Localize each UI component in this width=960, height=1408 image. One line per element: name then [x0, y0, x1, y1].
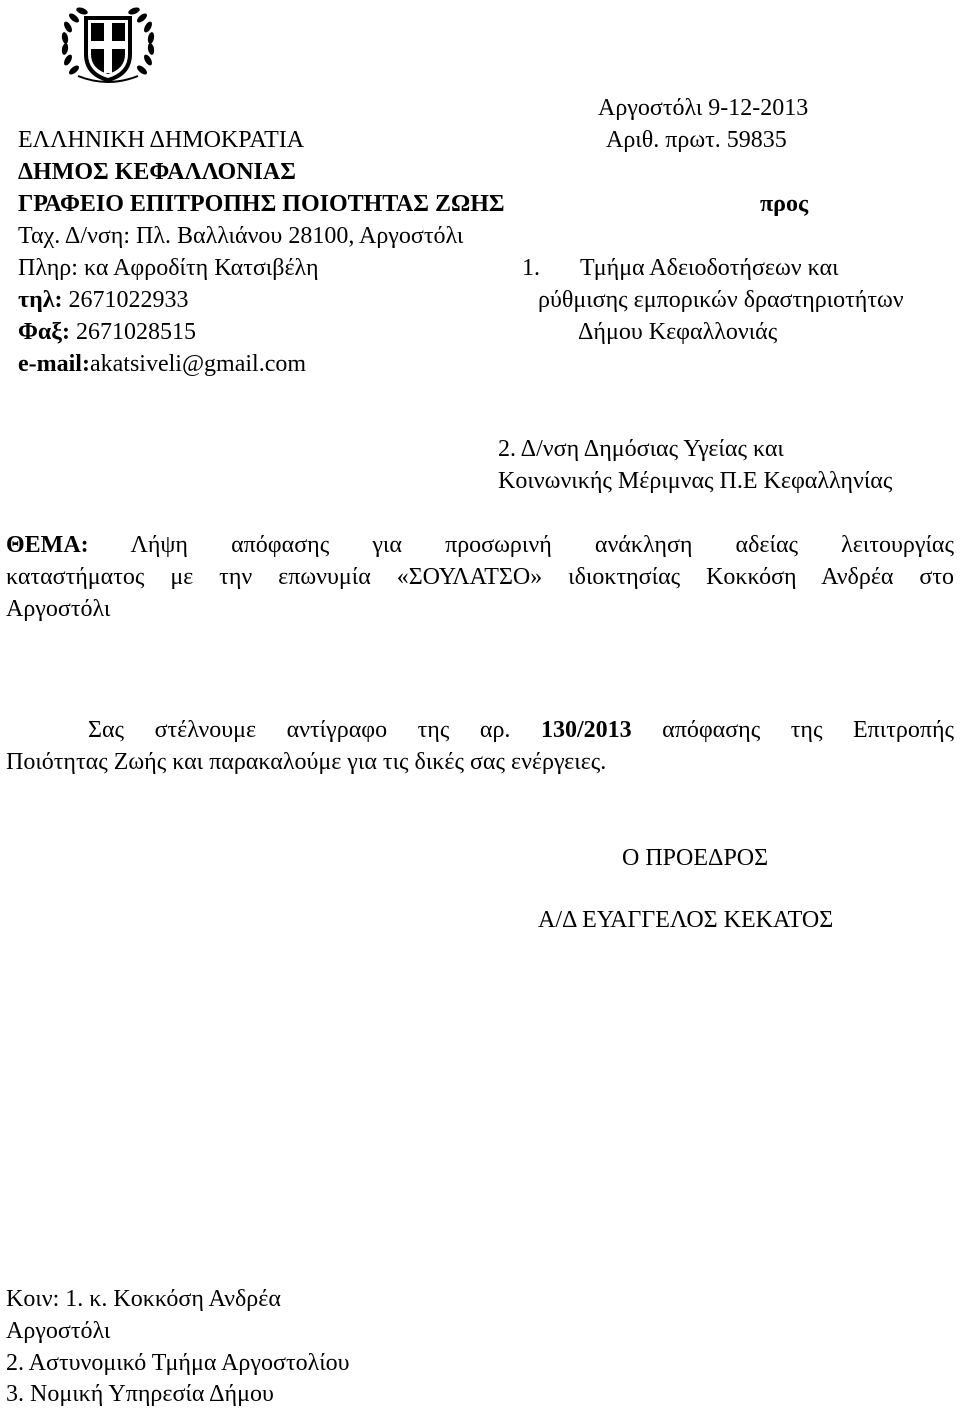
recipient-1-line-1: Τμήμα Αδειοδοτήσεων και — [580, 255, 839, 281]
telephone-number: 2671022933 — [62, 287, 189, 313]
subject-label: ΘΕΜΑ: — [6, 532, 89, 558]
fax-number: 2671028515 — [69, 319, 196, 345]
protocol-number: Αριθ. πρωτ. 59835 — [606, 127, 787, 153]
subject-text-1: Λήψη απόφασης για προσωρινή ανάκληση αδείας λειτουργίας — [130, 532, 954, 558]
email-label: e-mail: — [18, 351, 90, 377]
signature-name: Α/Δ ΕΥΑΓΓΕΛΟΣ ΚΕΚΑΤΟΣ — [538, 907, 834, 933]
issuer-line-municipality: ΔΗΜΟΣ ΚΕΦΑΛΛΟΝΙΑΣ — [18, 159, 296, 185]
document-date: Αργοστόλι 9-12-2013 — [598, 95, 809, 121]
cc-line-1: Κοιν: 1. κ. Κοκκόση Ανδρέα — [6, 1286, 281, 1312]
cc-line-3: 2. Αστυνομικό Τμήμα Αργοστολίου — [6, 1350, 350, 1376]
greek-coat-of-arms-icon — [52, 4, 164, 88]
cc-line-2: Αργοστόλι — [6, 1318, 111, 1344]
telephone-line — [18, 288, 188, 312]
recipient-1-line-2: ρύθμισης εμπορικών δραστηριοτήτων — [538, 287, 904, 313]
contact-person: Πληρ: κα Αφροδίτη Κατσιβέλη — [18, 255, 319, 281]
subject-line-2: καταστήματος με την επωνυμία «ΣΟΥΛΑΤΣΟ» ιδιοκτησίας Κοκκόση Ανδρέα στο — [6, 564, 954, 590]
telephone-label: τηλ: — [18, 287, 63, 313]
subject-line-1 — [6, 533, 954, 557]
email-address: akatsiveli@gmail.com — [89, 351, 307, 377]
issuer-line-office: ΓΡΑΦΕΙΟ ΕΠΙΤΡΟΠΗΣ ΠΟΙΟΤΗΤΑΣ ΖΩΗΣ — [18, 191, 505, 217]
body-line-1 — [88, 718, 954, 742]
recipient-1-line-3: Δήμου Κεφαλλονιάς — [578, 319, 778, 345]
fax-label: Φαξ: — [18, 319, 70, 345]
cc-line-4: 3. Νομική Υπηρεσία Δήμου — [6, 1381, 274, 1407]
email-line — [18, 352, 306, 376]
to-label: προς — [760, 191, 809, 217]
body-line-2: Ποιότητας Ζωής και παρακαλούμε για τις δικές σας ενέργειες. — [6, 749, 607, 775]
recipient-1-number: 1. — [522, 255, 540, 281]
postal-address: Ταχ. Δ/νση: Πλ. Βαλλιάνου 28100, Αργοστόλι — [18, 223, 464, 249]
signature-title: Ο ΠΡΟΕΔΡΟΣ — [622, 845, 769, 871]
issuer-line-republic: ΕΛΛΗΝΙΚΗ ΔΗΜΟΚΡΑΤΙΑ — [18, 127, 305, 153]
body-text-1a: Σας στέλνουμε αντίγραφο της αρ. — [88, 717, 511, 743]
decision-number: 130/2013 — [540, 717, 632, 743]
recipient-2-line-1: 2. Δ/νση Δημόσιας Υγείας και — [498, 436, 784, 462]
body-text-1b: απόφασης της Επιτροπής — [662, 717, 954, 743]
subject-line-3: Αργοστόλι — [6, 596, 111, 622]
fax-line — [18, 320, 196, 344]
recipient-2-line-2: Κοινωνικής Μέριμνας Π.Ε Κεφαλληνίας — [498, 468, 893, 494]
